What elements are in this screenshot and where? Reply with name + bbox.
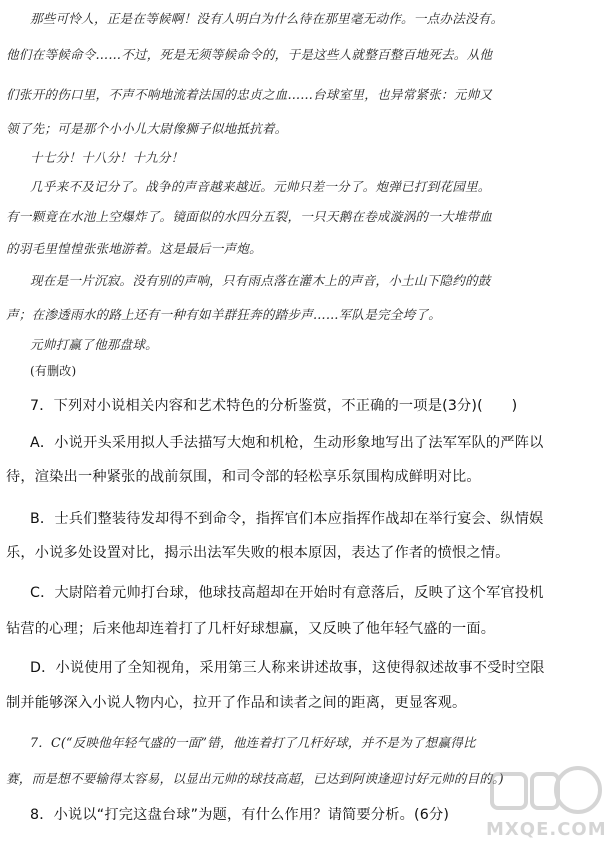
- story-line: 有一颗竟在水池上空爆炸了。镜面似的水四分五裂，一只天鹅在卷成漩涡的一大堆带血: [6, 209, 493, 224]
- option-c-line-1: C．大尉陪着元帅打台球，他球技高超却在开始时有意落后，反映了这个军官投机: [30, 585, 544, 601]
- option-d-line-2: 制并能够深入小说人物内心，拉开了作品和读者之间的距离，更显客观。: [6, 695, 467, 711]
- option-c-line-2: 钻营的心理；后来他却连着打了几杆好球想赢，又反映了他年轻气盛的一面。: [6, 621, 496, 637]
- answer-line: 赛，而是想不要输得太容易，以显出元帅的球技高超，已达到阿谀逢迎讨好元帅的目的。): [6, 771, 504, 786]
- watermark-logo: [486, 764, 607, 842]
- option-a-line-1: A．小说开头采用拟人手法描写大炮和机枪，生动形象地写出了法军军队的严阵以: [30, 435, 544, 451]
- question-8: 8．小说以“打完这盘台球”为题，有什么作用？请简要分析。(6分): [30, 807, 450, 823]
- story-line: 元帅打赢了他那盘球。: [30, 337, 158, 352]
- story-line: 十七分！十八分！十九分！: [30, 150, 184, 165]
- watermark-emblem-icon: [486, 764, 604, 822]
- story-line: 声；在渗透雨水的路上还有一种有如羊群狂奔的踏步声……军队是完全垮了。: [6, 307, 441, 322]
- story-line: 现在是一片沉寂。没有别的声响，只有雨点落在灌木上的声音，小土山下隐约的鼓: [30, 273, 491, 288]
- option-b-line-2: 乐，小说多处设置对比，揭示出法军失败的根本原因，表达了作者的愤恨之情。: [6, 545, 510, 561]
- option-d-line-1: D．小说使用了全知视角，采用第三人称来讲述故事，这使得叙述故事不受时空限: [30, 660, 545, 676]
- option-b-line-1: B．士兵们整装待发却得不到命令，指挥官们本应指挥作战却在举行宴会、纵情娱: [30, 511, 544, 527]
- answer-line: 7．C(“反映他年轻气盛的一面”错，他连着打了几杆好球，并不是为了想赢得比: [30, 735, 476, 750]
- story-line: 的羽毛里惶惶张张地游着。这是最后一声炮。: [6, 241, 262, 256]
- question-stem: 7．下列对小说相关内容和艺术特色的分析鉴赏，不正确的一项是(3分)( ): [30, 398, 518, 414]
- option-a-line-2: 待，渲染出一种紧张的战前氛围，和司令部的轻松享乐氛围构成鲜明对比。: [6, 469, 481, 485]
- story-line: 们张开的伤口里，不声不响地流着法国的忠贞之血……台球室里，也异常紧张：元帅又: [6, 87, 493, 102]
- watermark-text: MXQE.COM: [486, 819, 607, 840]
- story-line: 几乎来不及记分了。战争的声音越来越近。元帅只差一分了。炮弹已打到花园里。: [30, 179, 491, 194]
- source-note: (有删改): [30, 364, 77, 378]
- story-line: 他们在等候命令……不过，死是无须等候命令的，于是这些人就整百整百地死去。从他: [6, 47, 493, 62]
- story-line: 那些可怜人，正是在等候啊！没有人明白为什么待在那里毫无动作。一点办法没有。: [30, 11, 504, 26]
- story-line: 领了先；可是那个小小儿大尉像狮子似地抵抗着。: [6, 121, 288, 136]
